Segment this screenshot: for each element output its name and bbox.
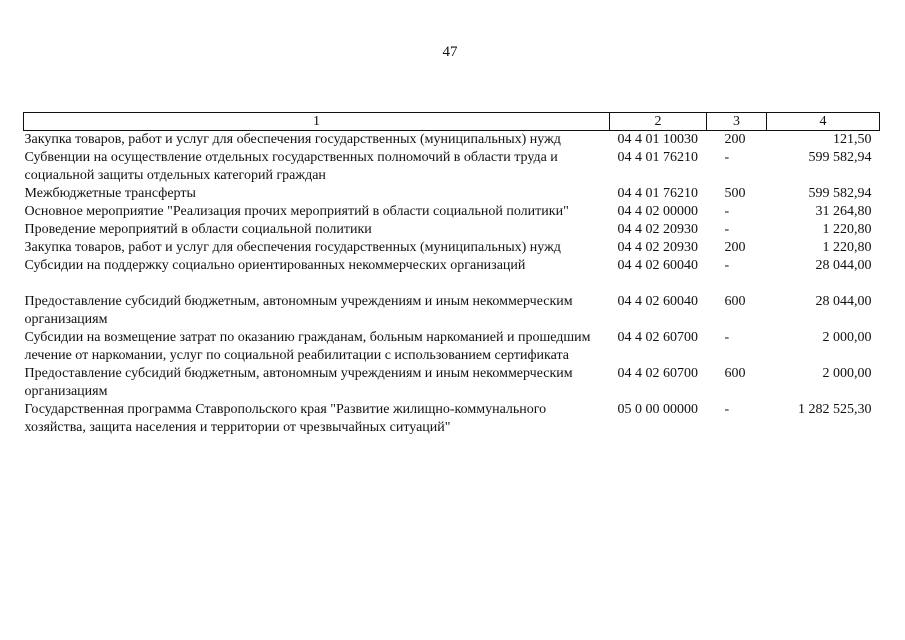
row-code: 04 4 02 60040 (617, 294, 698, 309)
row-name: Предоставление субсидий бюджетным, автономным учреждениям и иным некоммерческим организациям (24, 366, 573, 399)
row-code: 04 4 01 10030 (617, 132, 698, 147)
row-expense-type: - (724, 150, 730, 165)
row-name: Закупка товаров, работ и услуг для обеспечения государственных (муниципальных) нужд (24, 240, 561, 255)
table-row (24, 257, 880, 293)
table-row (24, 131, 880, 150)
row-code: 04 4 02 60700 (617, 330, 698, 345)
row-name: Межбюджетные трансферты (24, 186, 196, 201)
column-header-4: 4 (767, 113, 880, 131)
row-expense-type: - (724, 204, 730, 219)
row-sum: 28 044,00 (815, 294, 872, 309)
row-sum: 599 582,94 (808, 150, 872, 165)
row-expense-type: 600 (724, 366, 746, 381)
table-row (24, 149, 880, 185)
row-sum: 2 000,00 (822, 330, 872, 345)
budget-table (23, 112, 880, 437)
row-code: 04 4 02 60700 (617, 366, 698, 381)
row-code: 04 4 02 60040 (617, 258, 698, 273)
table-row (24, 203, 880, 221)
row-sum: 1 220,80 (822, 240, 872, 255)
row-sum: 28 044,00 (815, 258, 872, 273)
row-name: Субсидии на поддержку социально ориентированных некоммерческих организаций (24, 258, 526, 273)
column-header-3: 3 (707, 113, 767, 131)
table-row (24, 365, 880, 401)
row-sum: 31 264,80 (815, 204, 872, 219)
row-expense-type: 600 (724, 294, 746, 309)
column-header-1: 1 (24, 113, 610, 131)
row-name: Государственная программа Ставропольского края "Развитие жилищно-коммунального хозяйства, защита населения и территории от чрезвычайных ситуаций" (24, 402, 547, 435)
row-name: Закупка товаров, работ и услуг для обеспечения государственных (муниципальных) нужд (24, 132, 561, 147)
row-code: 04 4 01 76210 (617, 186, 698, 201)
table-row (24, 401, 880, 437)
row-name: Предоставление субсидий бюджетным, автономным учреждениям и иным некоммерческим организациям (24, 294, 573, 327)
row-code: 04 4 02 00000 (617, 204, 698, 219)
row-code: 04 4 01 76210 (617, 150, 698, 165)
row-name: Основное мероприятие "Реализация прочих мероприятий в области социальной политики" (24, 204, 569, 219)
row-expense-type: - (724, 222, 730, 237)
row-expense-type: 200 (724, 132, 746, 147)
row-expense-type: - (724, 258, 730, 273)
row-expense-type: - (724, 330, 730, 345)
row-expense-type: 200 (724, 240, 746, 255)
table-header-row (24, 113, 880, 131)
row-sum: 599 582,94 (808, 186, 872, 201)
row-expense-type: 500 (724, 186, 746, 201)
row-code: 05 0 00 00000 (617, 402, 698, 417)
row-name: Проведение мероприятий в области социальной политики (24, 222, 372, 237)
row-sum: 2 000,00 (822, 366, 872, 381)
row-sum: 1 282 525,30 (798, 402, 872, 417)
row-sum: 121,50 (833, 132, 872, 147)
column-header-2: 2 (610, 113, 707, 131)
table-row (24, 221, 880, 239)
table-row (24, 185, 880, 203)
row-expense-type: - (724, 402, 730, 417)
table-row (24, 239, 880, 257)
page-number: 47 (442, 44, 458, 60)
table-row (24, 293, 880, 329)
row-sum: 1 220,80 (822, 222, 872, 237)
table-row (24, 329, 880, 365)
row-name: Субсидии на возмещение затрат по оказанию гражданам, больным наркоманией и прошедшим лечение от наркомании, услуг по социальной реабилитации с использованием сертификата (24, 330, 591, 363)
row-name: Субвенции на осуществление отдельных государственных полномочий в области труда и социальной защиты отдельных категорий граждан (24, 150, 558, 183)
row-code: 04 4 02 20930 (617, 240, 698, 255)
row-code: 04 4 02 20930 (617, 222, 698, 237)
